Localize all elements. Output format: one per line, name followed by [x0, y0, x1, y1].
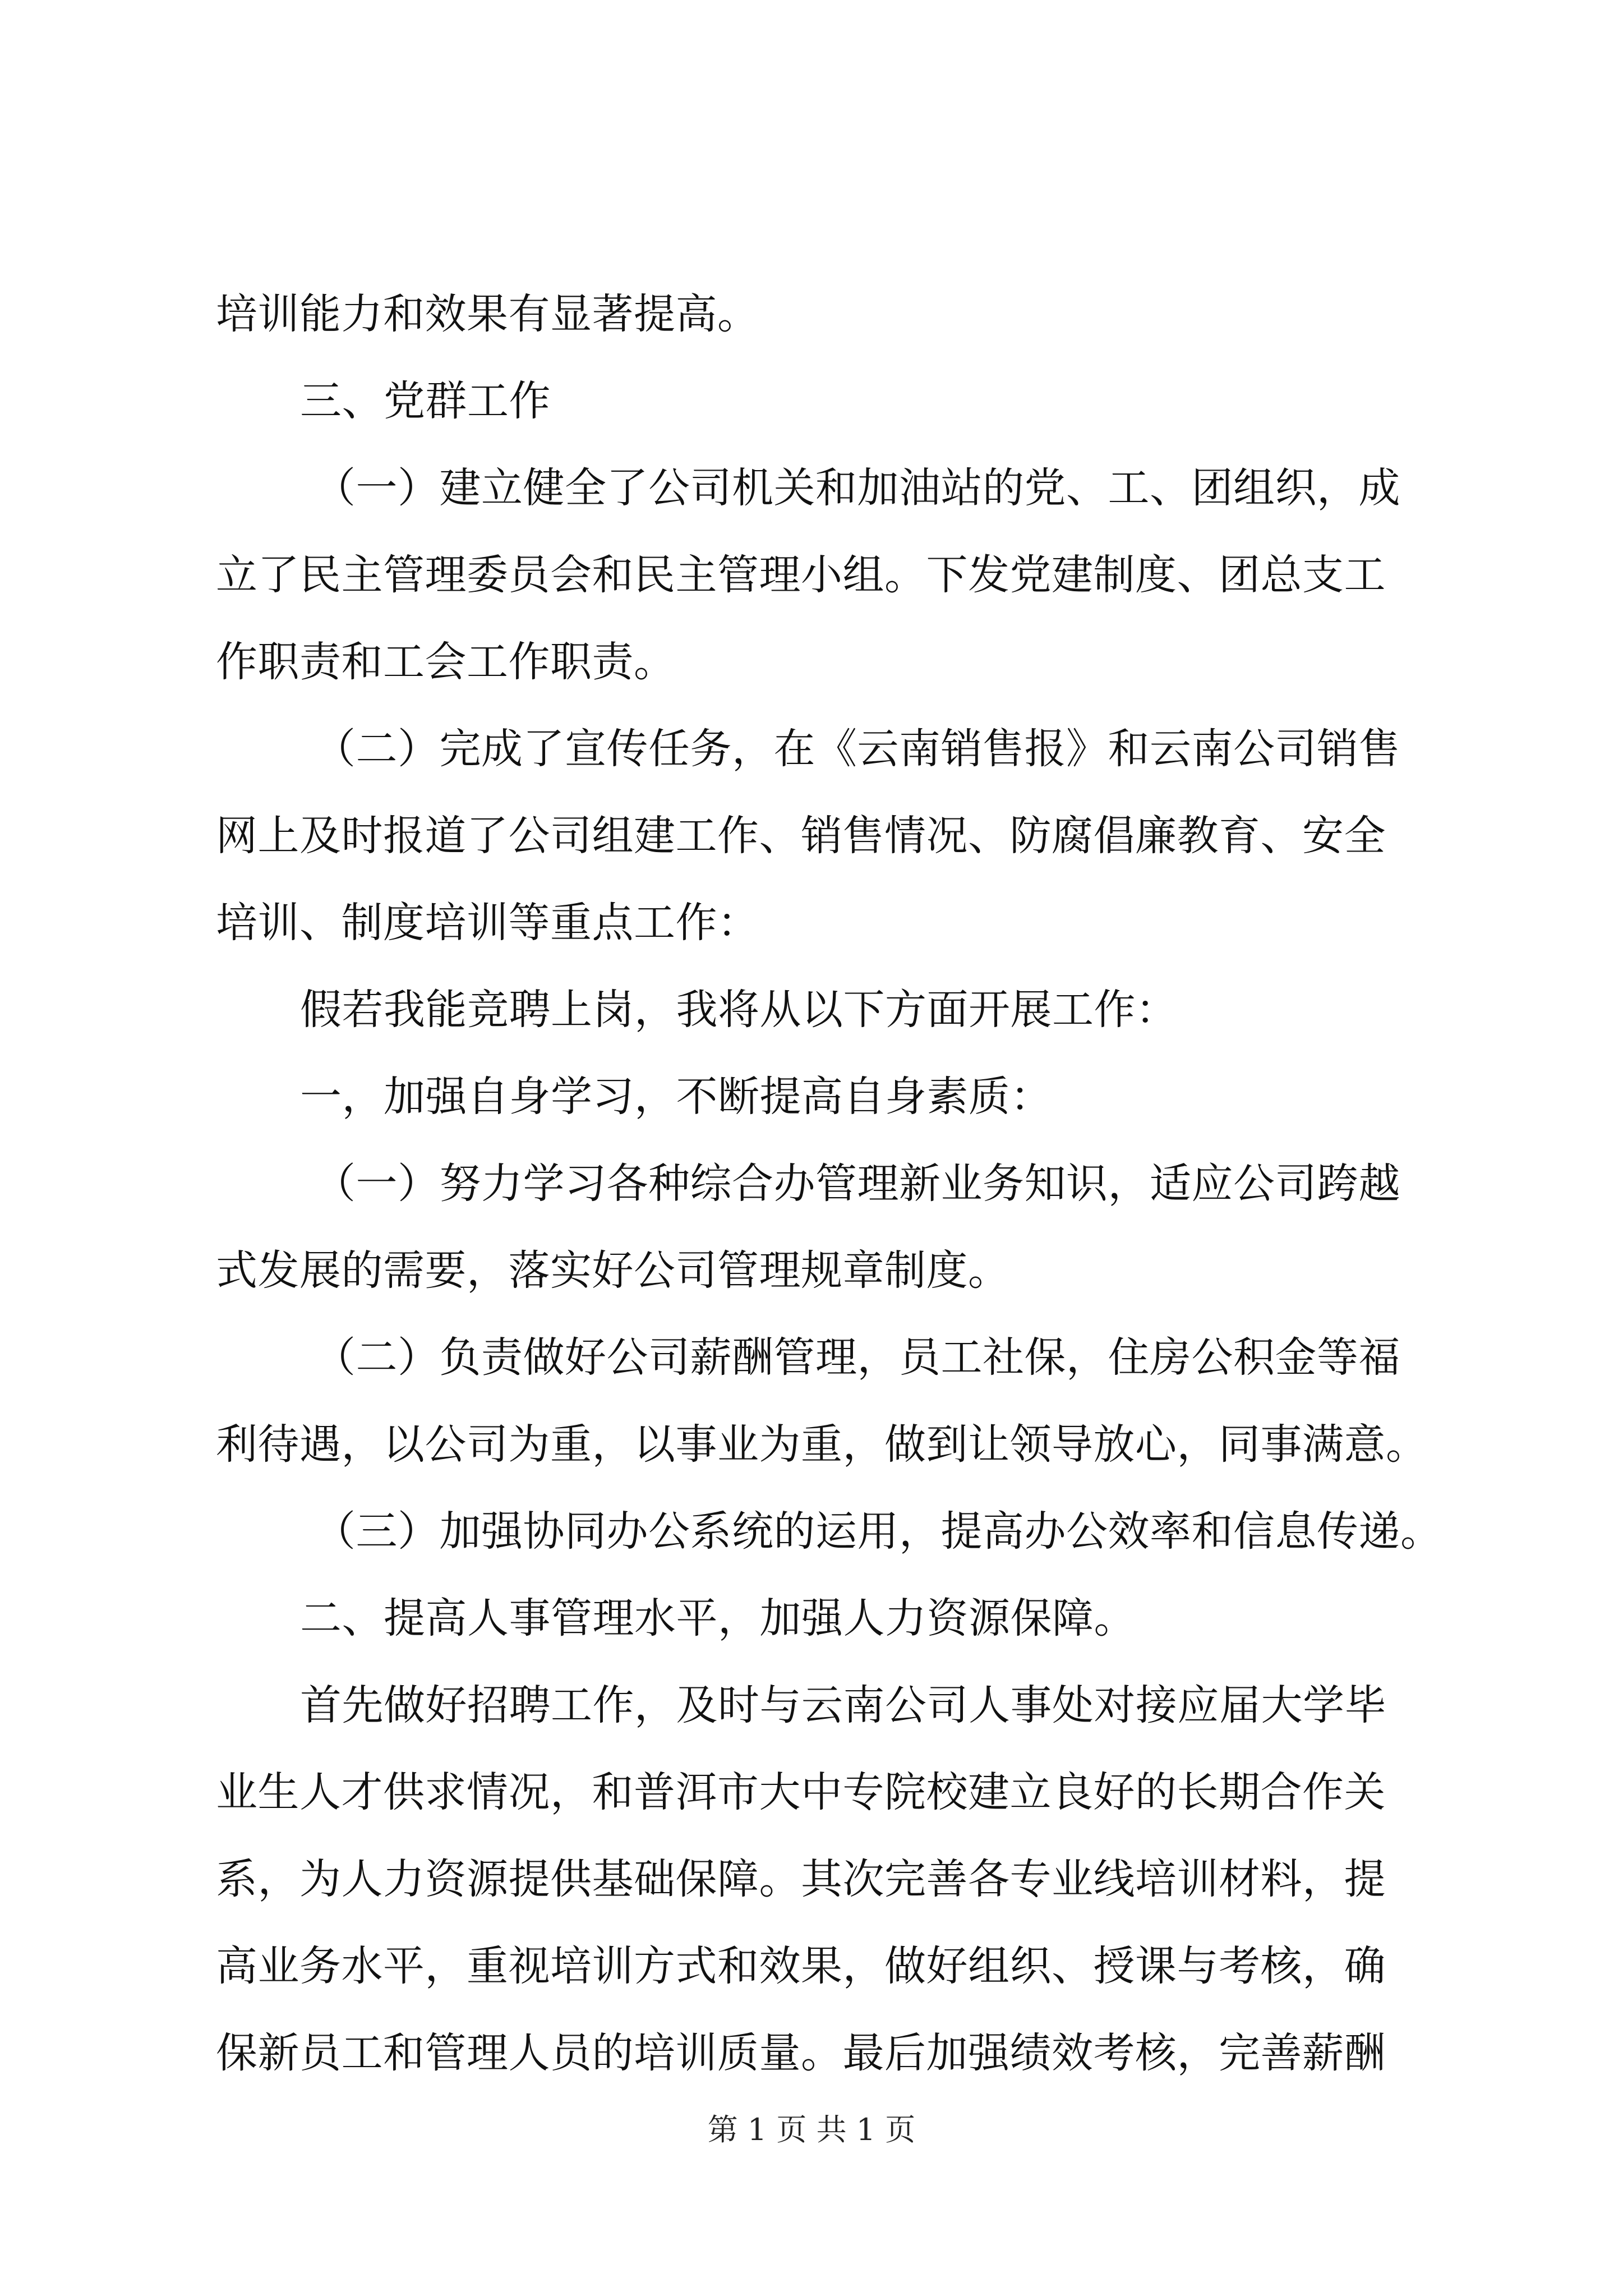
text-line: （二）完成了宣传任务，在《云南销售报》和云南公司销售 — [314, 725, 1400, 773]
text-line: 首先做好招聘工作，及时与云南公司人事处对接应届大学毕 — [300, 1681, 1386, 1729]
section-heading: 一，加强自身学习，不断提高自身素质： — [300, 1073, 1052, 1121]
text-line: 作职责和工会工作职责。 — [216, 638, 676, 686]
text-line: 保新员工和管理人员的培训质量。最后加强绩效考核，完善薪酬 — [216, 2029, 1386, 2077]
text-line: （一）建立健全了公司机关和加油站的党、工、团组织，成 — [314, 464, 1400, 512]
text-line: 业生人才供求情况，和普洱市大中专院校建立良好的长期合作关 — [216, 1768, 1386, 1816]
text-line: 式发展的需要，落实好公司管理规章制度。 — [216, 1246, 1010, 1295]
text-line: （三）加强协同办公系统的运用，提高办公效率和信息传递。 — [314, 1507, 1442, 1556]
text-line: 系，为人力资源提供基础保障。其次完善各专业线培训材料，提 — [216, 1855, 1386, 1903]
section-heading: 二、提高人事管理水平，加强人力资源保障。 — [300, 1594, 1136, 1642]
text-line: （二）负责做好公司薪酬管理，员工社保，住房公积金等福 — [314, 1333, 1400, 1382]
text-line: 高业务水平，重视培训方式和效果，做好组织、授课与考核，确 — [216, 1942, 1386, 1990]
text-line: 网上及时报道了公司组建工作、销售情况、防腐倡廉教育、安全 — [216, 812, 1386, 860]
text-line: 立了民主管理委员会和民主管理小组。下发党建制度、团总支工 — [216, 551, 1386, 599]
text-line: （一）努力学习各种综合办管理新业务知识，适应公司跨越 — [314, 1159, 1400, 1208]
section-heading: 三、党群工作 — [300, 377, 551, 425]
text-line: 假若我能竞聘上岗，我将从以下方面开展工作： — [300, 986, 1178, 1034]
text-line: 培训、制度培训等重点工作： — [216, 899, 759, 947]
text-line: 利待遇，以公司为重，以事业为重，做到让领导放心，同事满意。 — [216, 1420, 1428, 1469]
page-number-footer: 第 1 页 共 1 页 — [707, 2112, 916, 2147]
text-line: 培训能力和效果有显著提高。 — [216, 290, 759, 338]
